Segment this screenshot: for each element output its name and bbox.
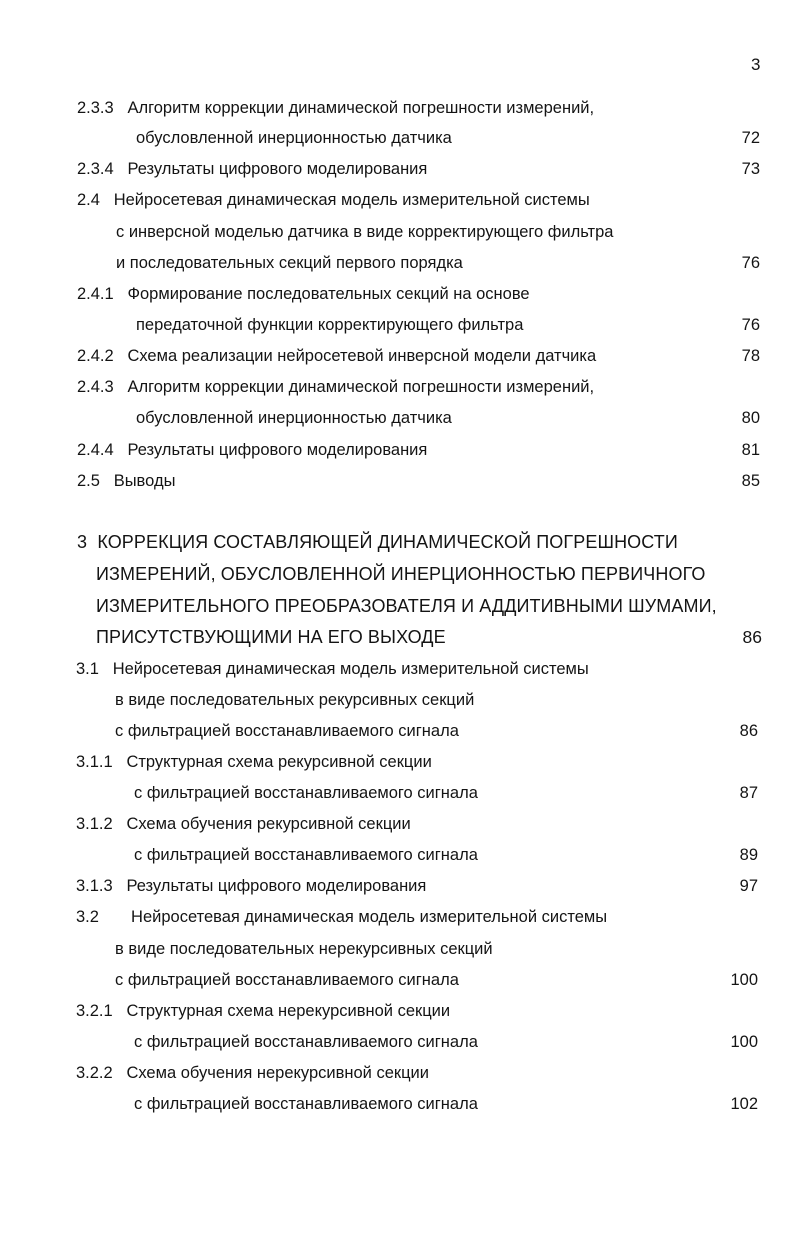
- toc-entry-2-3-4: 2.3.4 Результаты цифрового моделирования: [77, 160, 428, 178]
- toc-entry-2-4-4: 2.4.4 Результаты цифрового моделирования: [77, 441, 428, 459]
- toc-page: 89: [739, 846, 758, 864]
- toc-entry-2-4: 2.4 Нейросетевая динамическая модель измерительной системы: [77, 191, 590, 209]
- toc-chapter-3: 3 КОРРЕКЦИЯ СОСТАВЛЯЮЩЕЙ ДИНАМИЧЕСКОЙ ПОГРЕШНОСТИ: [77, 532, 678, 552]
- toc-entry-2-4-3-cont: обусловленной инерционностью датчика: [136, 409, 452, 427]
- toc-page: 81: [741, 441, 760, 459]
- toc-entry-2-4-cont: и последовательных секций первого порядка: [116, 254, 463, 272]
- toc-entry-3-2-1-cont: с фильтрацией восстанавливаемого сигнала: [134, 1033, 478, 1051]
- toc-entry-2-4-2: 2.4.2 Схема реализации нейросетевой инверсной модели датчика: [77, 347, 597, 365]
- toc-entry-2-3-3: 2.3.3 Алгоритм коррекции динамической погрешности измерений,: [77, 99, 595, 117]
- toc-page: 86: [742, 627, 762, 647]
- toc-page: 78: [741, 347, 760, 365]
- toc-entry-3-2-cont: с фильтрацией восстанавливаемого сигнала: [115, 971, 459, 989]
- toc-entry-2-4-1-cont: передаточной функции корректирующего фильтра: [136, 316, 524, 334]
- toc-entry-2-5: 2.5 Выводы: [77, 472, 176, 490]
- toc-page: 85: [741, 472, 760, 490]
- toc-page: 72: [741, 129, 760, 147]
- toc-page: 87: [739, 784, 758, 802]
- toc-entry-3-2-1: 3.2.1 Структурная схема нерекурсивной секции: [76, 1002, 451, 1020]
- toc-page: 76: [741, 316, 760, 334]
- toc-entry-3-1-3: 3.1.3 Результаты цифрового моделирования: [76, 877, 427, 895]
- toc-entry-2-3-3-cont: обусловленной инерционностью датчика: [136, 129, 452, 147]
- toc-entry-2-4-cont: с инверсной моделью датчика в виде корректирующего фильтра: [116, 223, 614, 241]
- toc-entry-2-4-1: 2.4.1 Формирование последовательных секций на основе: [77, 285, 530, 303]
- toc-entry-3-1-cont: с фильтрацией восстанавливаемого сигнала: [115, 722, 459, 740]
- page-number: 3: [751, 55, 761, 74]
- toc-entry-3-1-2: 3.1.2 Схема обучения рекурсивной секции: [76, 815, 411, 833]
- toc-entry-2-4-3: 2.4.3 Алгоритм коррекции динамической погрешности измерений,: [77, 378, 595, 396]
- toc-page: 100: [730, 1033, 758, 1051]
- toc-chapter-3-cont: ПРИСУТСТВУЮЩИМИ НА ЕГО ВЫХОДЕ: [96, 627, 446, 647]
- toc-chapter-3-cont: ИЗМЕРИТЕЛЬНОГО ПРЕОБРАЗОВАТЕЛЯ И АДДИТИВНЫМИ ШУМАМИ,: [96, 596, 717, 616]
- toc-page: 100: [730, 971, 758, 989]
- toc-entry-3-2: 3.2 Нейросетевая динамическая модель измерительной системы: [76, 908, 608, 926]
- toc-entry-3-1-1-cont: с фильтрацией восстанавливаемого сигнала: [134, 784, 478, 802]
- toc-chapter-3-cont: ИЗМЕРЕНИЙ, ОБУСЛОВЛЕННОЙ ИНЕРЦИОННОСТЬЮ ПЕРВИЧНОГО: [96, 564, 706, 584]
- toc-entry-3-2-cont: в виде последовательных нерекурсивных секций: [115, 940, 493, 958]
- toc-page: 76: [741, 254, 760, 272]
- toc-page: 86: [739, 722, 758, 740]
- toc-page: 73: [741, 160, 760, 178]
- toc-page: 97: [739, 877, 758, 895]
- toc-entry-3-2-2-cont: с фильтрацией восстанавливаемого сигнала: [134, 1095, 478, 1113]
- toc-entry-3-2-2: 3.2.2 Схема обучения нерекурсивной секции: [76, 1064, 429, 1082]
- toc-page: 80: [741, 409, 760, 427]
- toc-entry-3-1-2-cont: с фильтрацией восстанавливаемого сигнала: [134, 846, 478, 864]
- toc-entry-3-1-1: 3.1.1 Структурная схема рекурсивной секции: [76, 753, 432, 771]
- toc-entry-3-1-cont: в виде последовательных рекурсивных секций: [115, 691, 475, 709]
- toc-entry-3-1: 3.1 Нейросетевая динамическая модель измерительной системы: [76, 660, 589, 678]
- toc-page: 102: [730, 1095, 758, 1113]
